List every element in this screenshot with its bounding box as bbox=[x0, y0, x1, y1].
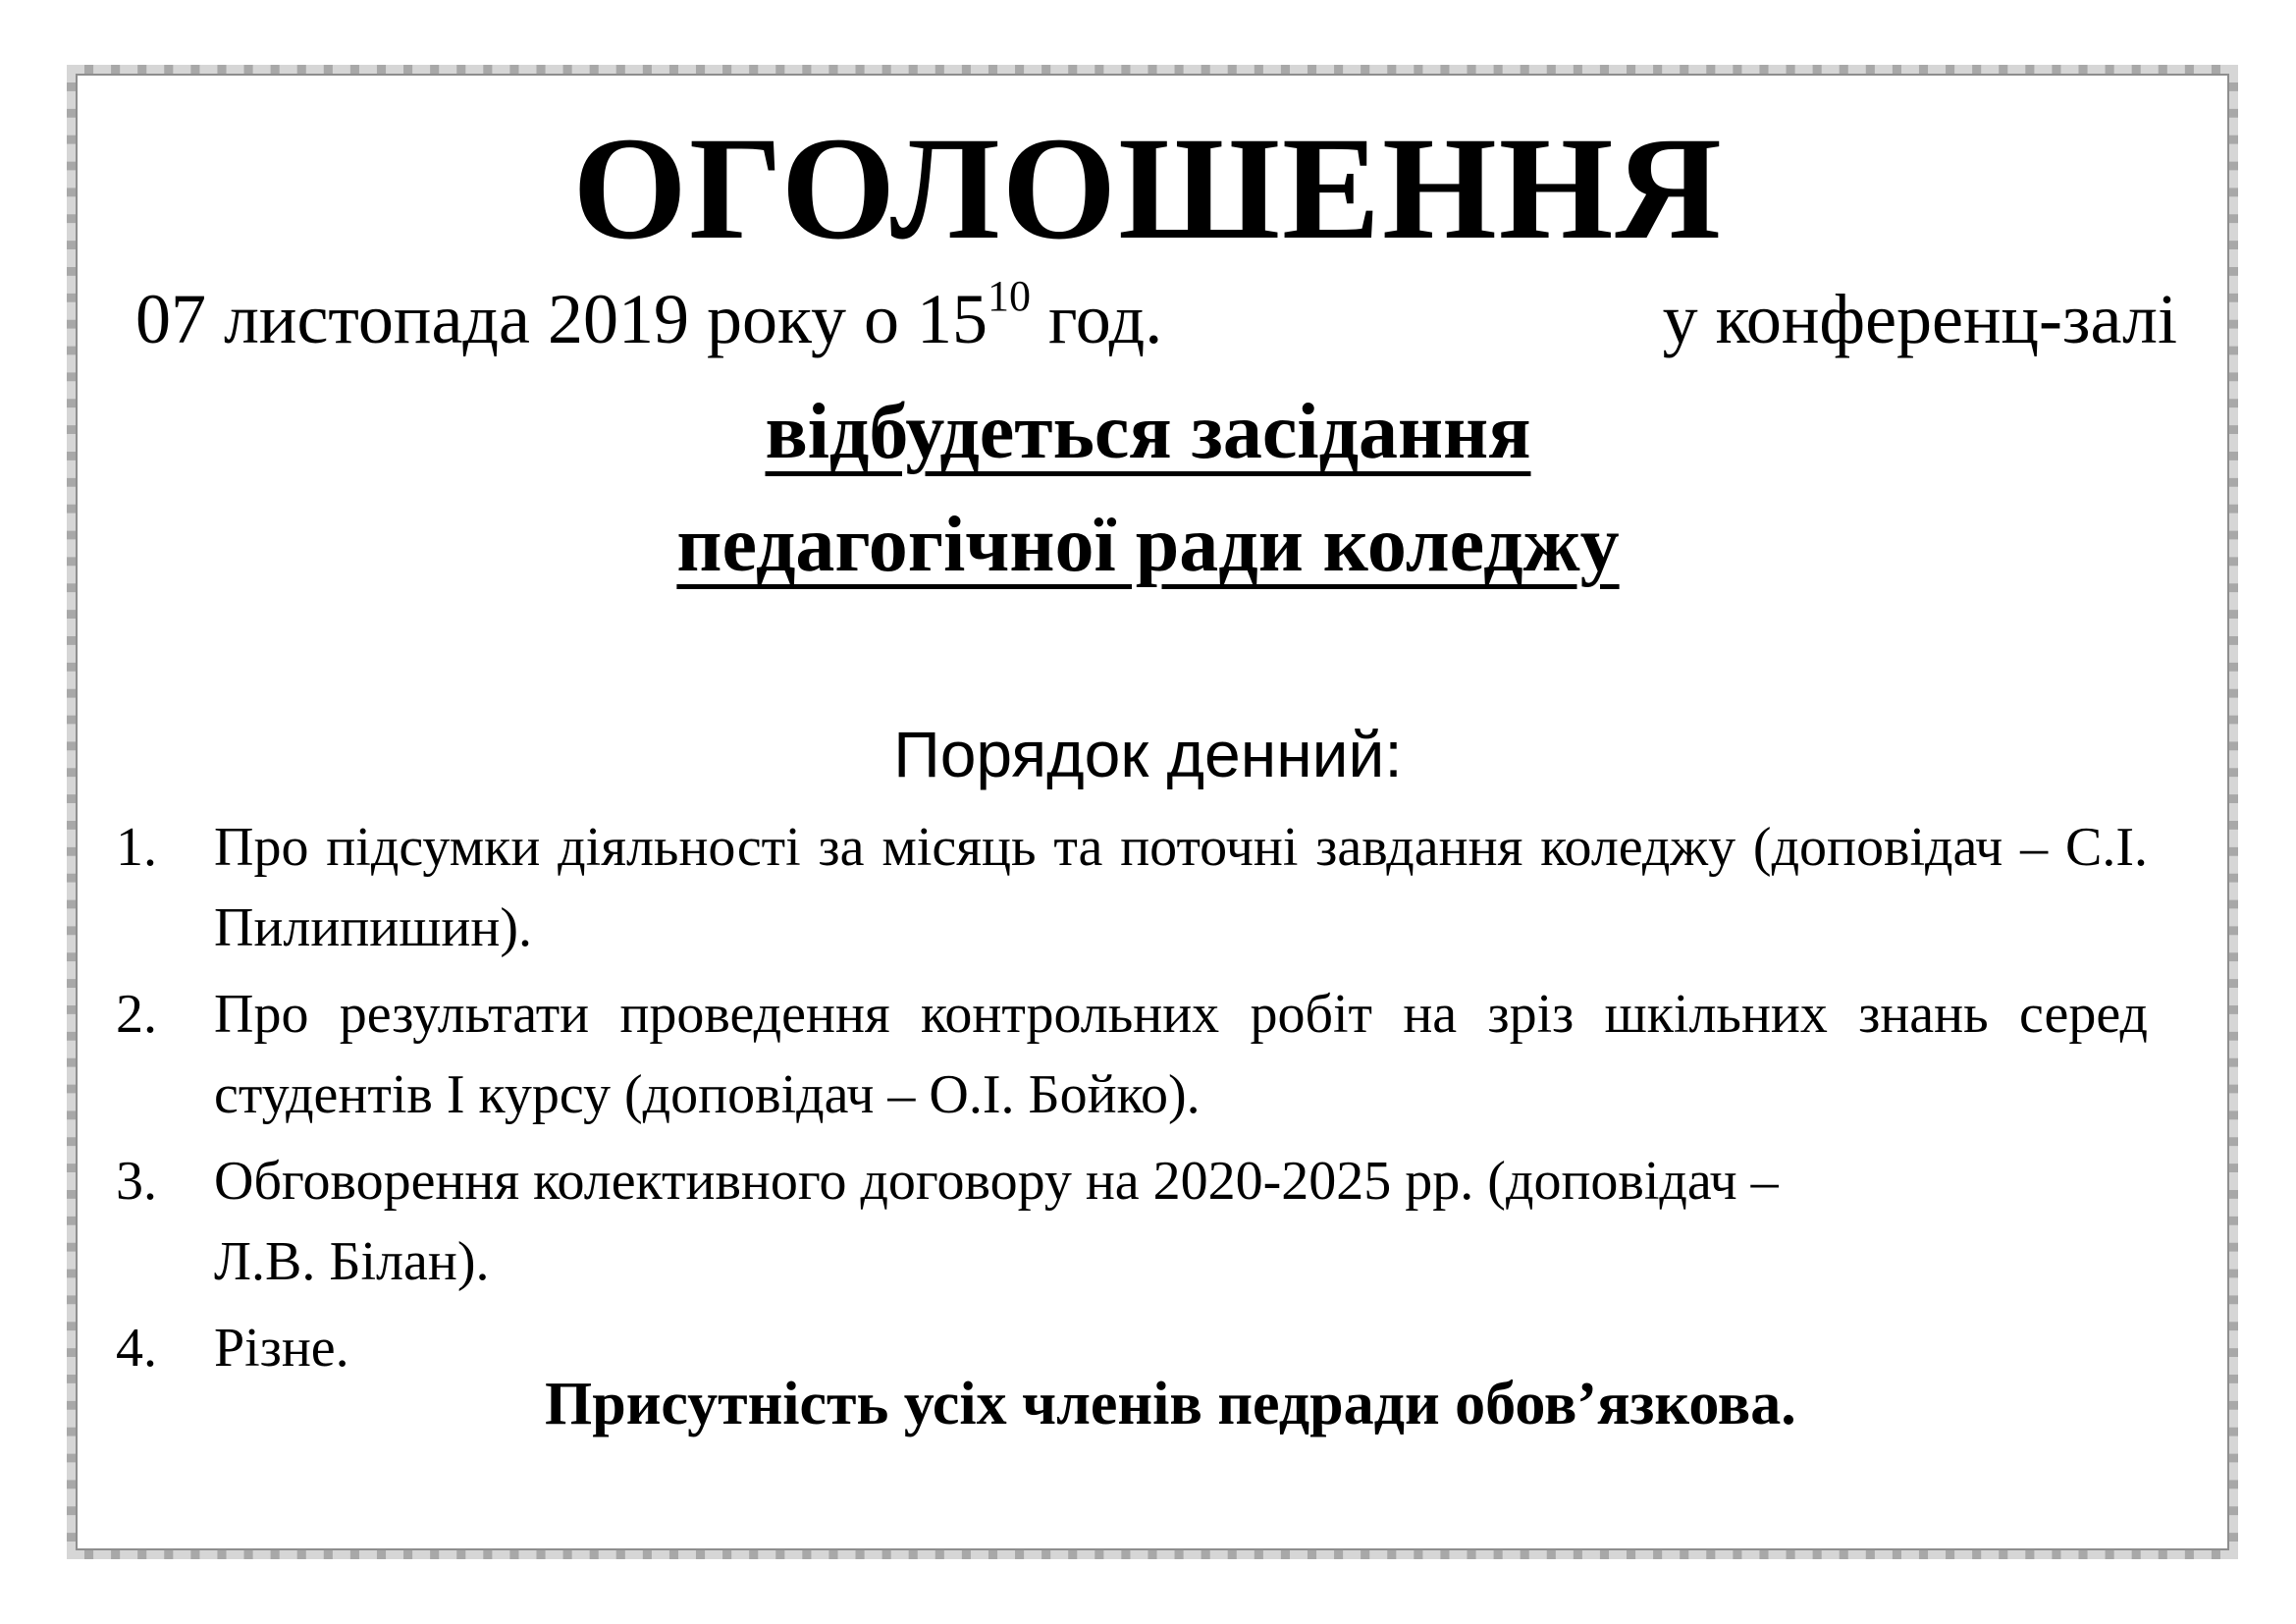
agenda-item-text: Обговорення колективного договору на 2020-2025 рр. (доповідач – Л.В. Білан). bbox=[214, 1151, 1779, 1292]
agenda-item bbox=[116, 1141, 2148, 1302]
agenda-item bbox=[116, 974, 2148, 1135]
date-location-line bbox=[135, 272, 2177, 363]
agenda-item-text: Про підсумки діяльності за місяць та поточні завдання коледжу (доповідач – С.І. Пилипишин). bbox=[214, 817, 2148, 958]
agenda-item bbox=[116, 807, 2148, 968]
headline-line-1-text: відбудеться засідання bbox=[765, 389, 1531, 475]
location: у конференц-залі bbox=[1662, 280, 2177, 358]
agenda-title: Порядок денний: bbox=[893, 718, 1403, 790]
agenda-item-text: Різне. bbox=[214, 1318, 349, 1379]
time-suffix: год. bbox=[1030, 280, 1163, 358]
agenda-item-text: Про результати проведення контрольних робіт на зріз шкільних знань серед студентів І курсу (доповідач – О.І. Бойко). bbox=[214, 984, 2148, 1125]
date-time bbox=[135, 272, 1163, 363]
agenda-item-number: 3. bbox=[116, 1151, 157, 1212]
agenda-item-number: 4. bbox=[116, 1318, 157, 1379]
headline-line-2-text: педагогічної ради коледжу bbox=[676, 502, 1620, 588]
headline-line-1 bbox=[0, 383, 2296, 481]
time-superscript: 10 bbox=[987, 272, 1031, 320]
notice-title: ОГОЛОШЕННЯ bbox=[572, 107, 1724, 270]
agenda-item-number: 2. bbox=[116, 984, 157, 1045]
agenda-list bbox=[116, 807, 2148, 1394]
agenda-item-number: 1. bbox=[116, 817, 157, 878]
headline-line-2 bbox=[0, 496, 2296, 594]
date-text: 07 листопада 2019 року о 15 bbox=[135, 280, 988, 358]
attendance-note: Присутність усіх членів педради обов’язкова. bbox=[545, 1371, 1796, 1437]
